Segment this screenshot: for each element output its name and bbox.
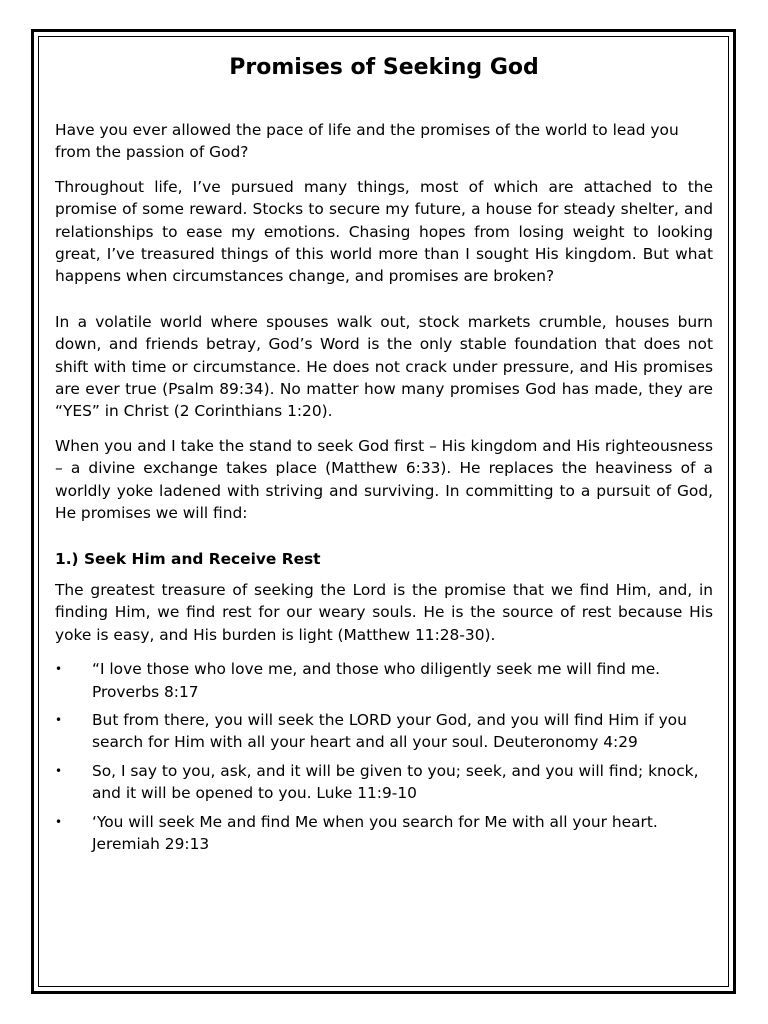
section-heading: 1.) Seek Him and Receive Rest (55, 549, 321, 568)
list-item-text: But from there, you will seek the LORD your God, and you will find Him if you search for Him with all your heart and all your soul. Deuteronomy 4:29 (92, 710, 687, 752)
list-item-text: So, I say to you, ask, and it will be given to you; seek, and you will find; knock, and it will be opened to you. Luke 11:9-10 (92, 761, 699, 803)
list-item-text: “I love those who love me, and those who diligently seek me will find me. Proverbs 8:17 (92, 660, 661, 701)
section-paragraph: The greatest treasure of seeking the Lord is the promise that we find Him, and, in finding Him, we find rest for our weary souls. He is the source of rest because His yoke is easy, and His burden is light (Matthew 11:28-30). (55, 580, 713, 644)
body-paragraph-volatile-world: In a volatile world where spouses walk out, stock markets crumble, houses burn down, and friends betray, God’s Word is the only stable foundation that does not shift with time or circumstance. He does not crack under pressure, and His promises are ever true (Psalm 89:34). No matter how many promises God has made, they are “YES” in Christ (2 Corinthians 1:20). (55, 312, 713, 421)
list-item (55, 760, 713, 805)
bullet-icon: • (55, 712, 63, 727)
list-item-text: ‘You will seek Me and find Me when you search for Me with all your heart. Jeremiah 29:13 (92, 812, 658, 853)
scripture-list (55, 658, 713, 855)
list-item (55, 709, 713, 754)
list-item (55, 811, 713, 856)
bullet-icon: • (55, 662, 63, 677)
body-paragraph-seek-first: When you and I take the stand to seek God first – His kingdom and His righteousness – a divine exchange takes place (Matthew 6:33). He replaces the heaviness of a worldly yoke ladened with striving and surviving. In committing to a pursuit of God, He promises we will find: (55, 436, 713, 523)
bullet-icon: • (55, 763, 63, 778)
intro-paragraph: Have you ever allowed the pace of life and the promises of the world to lead you from the passion of God? (55, 121, 679, 162)
document-body (55, 119, 713, 861)
page-title: Promises of Seeking God (229, 55, 539, 80)
list-item (55, 658, 713, 703)
bullet-icon: • (55, 814, 63, 829)
body-paragraph-pursuits: Throughout life, I’ve pursued many things, most of which are attached to the promise of some reward. Stocks to secure my future, a house for steady shelter, and relationships to ease my emotions. Chasing hopes from losing weight to looking great, I’ve treasured things of this world more than I sought His kingdom. But what happens when circumstances change, and promises are broken? (55, 177, 713, 286)
